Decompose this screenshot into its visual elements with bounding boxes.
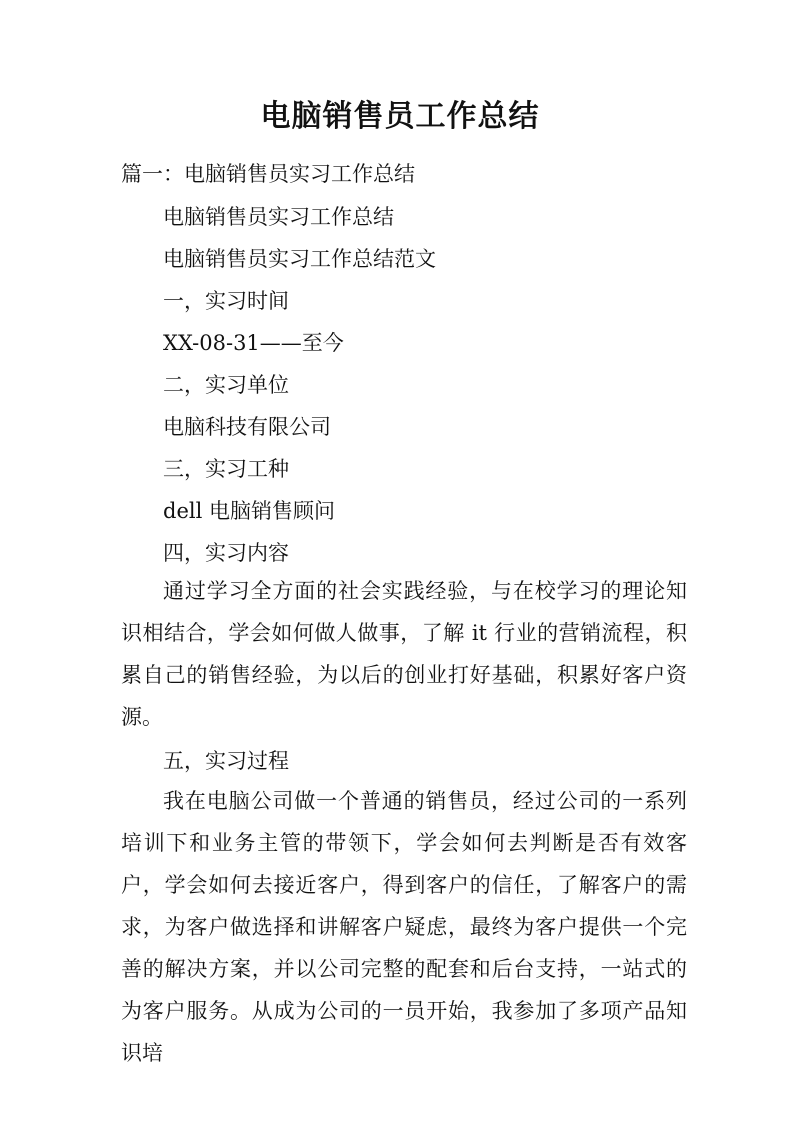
- internship-unit-value: 电脑科技有限公司: [163, 415, 331, 439]
- internship-type-value: dell 电脑销售顾问: [163, 499, 335, 523]
- subtitle-line: 电脑销售员实习工作总结范文: [163, 247, 436, 271]
- internship-time-value: XX-08-31——至今: [163, 331, 344, 355]
- paragraph-process: 我在电脑公司做一个普通的销售员，经过公司的一系列培训下和业务主管的带领下，学会如何去判断是否有效客户，学会如何去接近客户，得到客户的信任，了解客户的需求，为客户做选择和讲解客户疑虑，最终为客户提供一个完善的解决方案，并以公司完整的配套和后台支持，一站式的为客户服务。从成为公司的一员开始，我参加了多项产品知识培: [121, 789, 687, 1065]
- heading-internship-type: 三，实习工种: [163, 457, 289, 481]
- section-heading: 篇一：电脑销售员实习工作总结: [121, 162, 415, 186]
- heading-internship-process: 五，实习过程: [163, 749, 289, 773]
- heading-internship-content: 四，实习内容: [163, 541, 289, 565]
- subtitle-line: 电脑销售员实习工作总结: [163, 205, 394, 229]
- paragraph-content: 通过学习全方面的社会实践经验，与在校学习的理论知识相结合，学会如何做人做事，了解 it 行业的营销流程，积累自己的销售经验，为以后的创业打好基础，积累好客户资源。: [121, 579, 687, 729]
- heading-internship-time: 一，实习时间: [163, 289, 289, 313]
- heading-internship-unit: 二，实习单位: [163, 373, 289, 397]
- document-title: 电脑销售员工作总结: [260, 99, 540, 134]
